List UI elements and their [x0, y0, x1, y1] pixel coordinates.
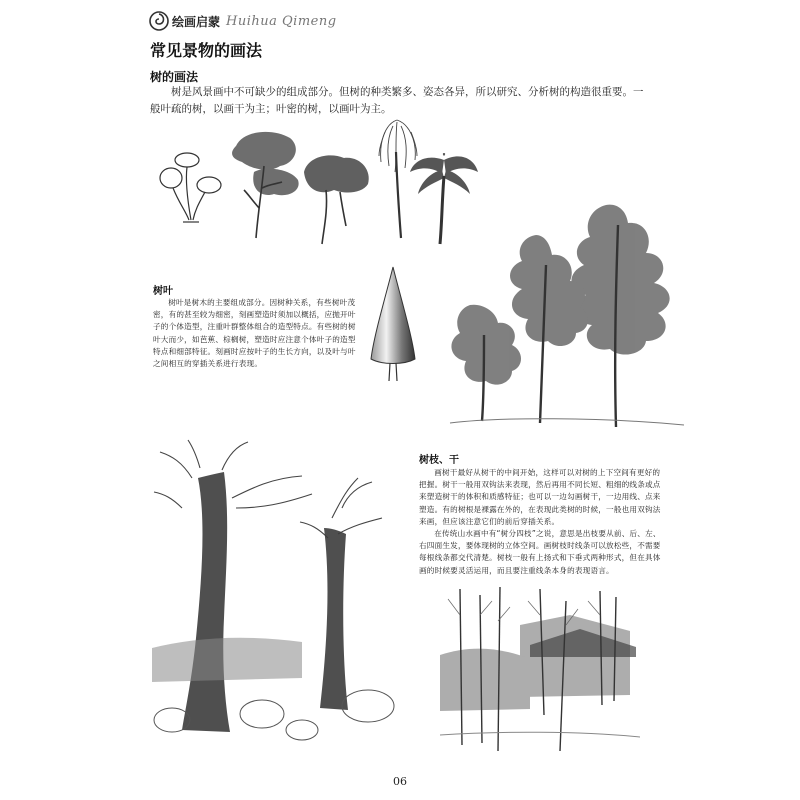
winter-village-sketch — [440, 585, 640, 755]
brand-english: Huihua Qimeng — [226, 13, 337, 29]
page-number: 06 — [393, 775, 407, 788]
leaf-paragraph: 树叶是树木的主要组成部分。因树种关系，有些树叶茂密，有的甚至较为细密，刻画塑造时须加以概括，应抛开叶子的个体造型，注重叶群整体组合的造型特点。有些树的树叶大而少，如芭蕉、棕榈树，塑造时应注意个体叶子的造型特点和细部特征。刻画时应按叶子的生长方向，以及叶与叶之间相互的穿插关系进行表现。 — [153, 298, 356, 369]
pine-forest-sketch — [440, 195, 690, 435]
bare-trees-sketch — [152, 438, 402, 748]
leaf-section-title: 树叶 — [153, 286, 173, 297]
brand-chinese: 绘画启蒙 — [172, 14, 221, 29]
swirl-logo-icon — [148, 10, 170, 32]
page-title: 常见景物的画法 — [150, 41, 263, 60]
tree-section-title: 树的画法 — [150, 70, 199, 84]
cone-tree-sketch — [368, 265, 418, 383]
branch-paragraph-1: 画树干最好从树干的中间开始，这样可以对树的上下空间有更好的把握。树干一般用双钩法来表现，然后再用不同长短、粗细的线条或点来塑造树干的体积和质感特征；也可以一边勾画树干，一边用线、点来塑造。有的树根是裸露在外的，在表现此类树的时候，一般也用双钩法来画，但应该注意它们的前后穿插关系。 — [419, 468, 661, 526]
stone-pine-sketch — [300, 150, 372, 245]
tree-intro-paragraph: 树是风景画中不可缺少的组成部分。但树的种类繁多、姿态各异，所以研究、分析树的构造很重要。一般叶疏的树，以画干为主；叶密的树，以画叶为主。 — [150, 86, 644, 115]
running-header — [148, 10, 337, 32]
umbrella-pine-sketch — [228, 128, 303, 240]
branch-paragraph-2: 在传统山水画中有“树分四枝”之说，意思是出枝要从前、后、左、右四面生发，要体现树的立体空间。画树枝时线条可以放松些，不需要每根线条都交代清楚。树枝一般有上扬式和下垂式两种形式，但在具体画的时候要灵活运用，而且要注重线条本身的表现语言。 — [419, 529, 661, 575]
mushroom-tree-sketch — [155, 148, 225, 228]
branch-paragraphs — [419, 467, 662, 577]
branch-section-title: 树枝、干 — [419, 455, 459, 466]
